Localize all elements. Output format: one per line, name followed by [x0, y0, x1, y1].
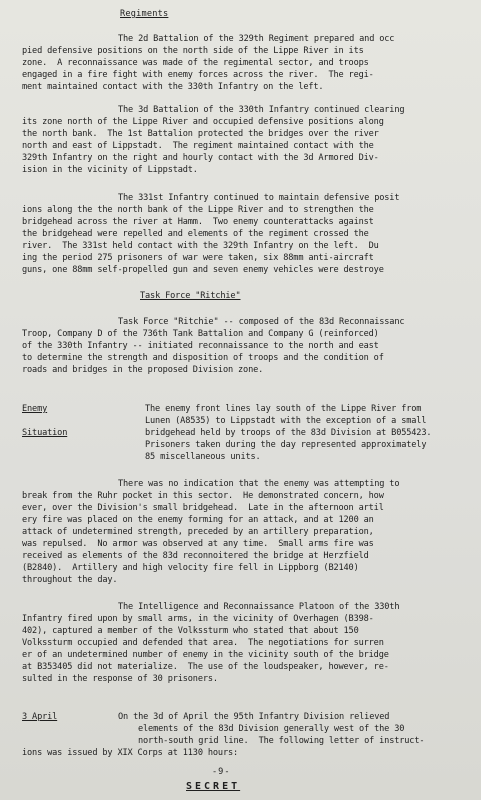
- task-force-title: Task Force "Ritchie": [140, 291, 241, 301]
- page-number: -9-: [212, 767, 231, 777]
- text-line: ery fire was placed on the enemy forming for an attack, and at 1200 an: [22, 515, 374, 525]
- text-line: There was no indication that the enemy was attempting to: [118, 479, 400, 489]
- text-line: bridgehead held by troops of the 83d Division at B055423.: [145, 428, 432, 438]
- text-line: ing the period 275 prisoners of war were taken, six 88mm anti-aircraft: [22, 253, 374, 263]
- situation-label: Situation: [22, 428, 68, 438]
- date-label: 3 April: [22, 712, 58, 722]
- text-line: river. The 331st held contact with the 329th Infantry on the left. Du: [22, 241, 379, 251]
- text-line: the north bank. The 1st Battalion protected the bridges over the river: [22, 129, 379, 139]
- text-line: received as elements of the 83d reconnoitered the bridge at Herzfield: [22, 551, 369, 561]
- text-line: On the 3d of April the 95th Infantry Division relieved: [118, 712, 390, 722]
- text-line: attack of undetermined strength, preceded by an artillery preparation,: [22, 527, 374, 537]
- text-line: roads and bridges in the proposed Division zone.: [22, 365, 264, 375]
- text-line: er of an undetermined number of enemy in the vicinity south of the bridge: [22, 650, 389, 660]
- text-line: north-south grid line. The following letter of instruct-: [138, 736, 425, 746]
- text-line: Lunen (A8535) to Lippstadt with the exception of a small: [145, 416, 427, 426]
- text-line: The 331st Infantry continued to maintain defensive posit: [118, 193, 400, 203]
- text-line: engaged in a fire fight with enemy forces across the river. The regi-: [22, 70, 374, 80]
- text-line: 402), captured a member of the Volkssturm who stated that about 150: [22, 626, 359, 636]
- enemy-label: Enemy: [22, 404, 48, 414]
- text-line: guns, one 88mm self-propelled gun and seven enemy vehicles were destroye: [22, 265, 384, 275]
- text-line: Infantry fired upon by small arms, in the vicinity of Overhagen (B398-: [22, 614, 374, 624]
- text-line: The 3d Battalion of the 330th Infantry continued clearing: [118, 105, 405, 115]
- text-line: ision in the vicinity of Lippstadt.: [22, 165, 198, 175]
- text-line: bridgehead across the river at Hamm. Two enemy counterattacks against: [22, 217, 374, 227]
- text-line: throughout the day.: [22, 575, 118, 585]
- text-line: zone. A reconnaissance was made of the regimental sector, and troops: [22, 58, 369, 68]
- text-line: Troop, Company D of the 736th Tank Battalion and Company G (reinforced): [22, 329, 379, 339]
- text-line: Task Force "Ritchie" -- composed of the 83d Reconnaissanc: [118, 317, 405, 327]
- classification-marking: SECRET: [186, 781, 241, 792]
- text-line: pied defensive positions on the north side of the Lippe River in its: [22, 46, 364, 56]
- text-line: Volkssturm occupied and defended that area. The negotiations for surren: [22, 638, 384, 648]
- text-line: 85 miscellaneous units.: [145, 452, 261, 462]
- text-line: was repulsed. No armor was observed at any time. Small arms fire was: [22, 539, 374, 549]
- text-line: The 2d Battalion of the 329th Regiment prepared and occ: [118, 34, 395, 44]
- text-line: north and east of Lippstadt. The regiment maintained contact with the: [22, 141, 374, 151]
- section-title: Regiments: [120, 9, 169, 19]
- text-line: The enemy front lines lay south of the Lippe River from: [145, 404, 422, 414]
- text-line: of the 330th Infantry -- initiated reconnaissance to the north and east: [22, 341, 379, 351]
- text-line: ions was issued by XIX Corps at 1130 hours:: [22, 748, 239, 758]
- text-line: at B353405 did not materialize. The use of the loudspeaker, however, re-: [22, 662, 389, 672]
- text-line: sulted in the response of 30 prisoners.: [22, 674, 218, 684]
- text-line: the bridgehead were repelled and elements of the regiment crossed the: [22, 229, 369, 239]
- text-line: (B2840). Artillery and high velocity fire fell in Lippborg (B2140): [22, 563, 359, 573]
- text-line: its zone north of the Lippe River and occupied defensive positions along: [22, 117, 384, 127]
- text-line: ever, over the Division's small bridgehead. Late in the afternoon artil: [22, 503, 384, 513]
- text-line: The Intelligence and Reconnaissance Platoon of the 330th: [118, 602, 400, 612]
- text-line: break from the Ruhr pocket in this sector. He demonstrated concern, how: [22, 491, 384, 501]
- text-line: elements of the 83d Division generally west of the 30: [138, 724, 405, 734]
- text-line: ions along the the north bank of the Lippe River and to strengthen the: [22, 205, 374, 215]
- text-line: Prisoners taken during the day represented approximately: [145, 440, 427, 450]
- text-line: to determine the strength and disposition of troops and the condition of: [22, 353, 384, 363]
- text-line: 329th Infantry on the right and hourly contact with the 3d Armored Div-: [22, 153, 379, 163]
- text-line: ment maintained contact with the 330th Infantry on the left.: [22, 82, 324, 92]
